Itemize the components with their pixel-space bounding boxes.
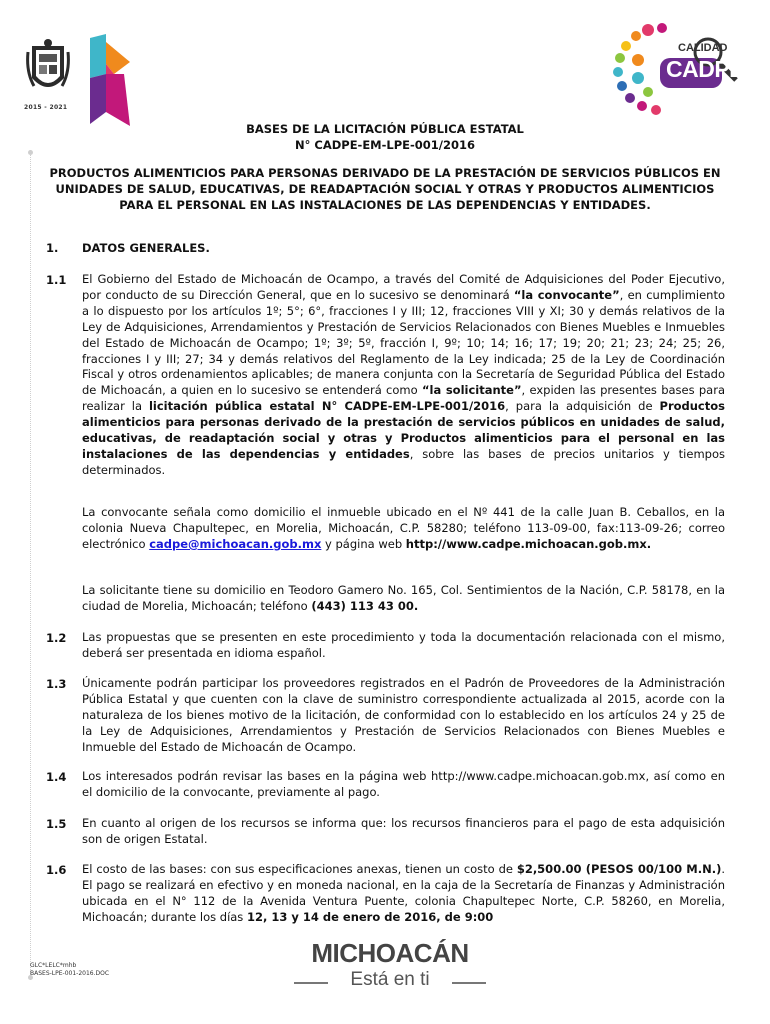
bold-run: “la solicitante” [421,383,522,398]
calidad-label: CALIDAD [678,42,728,54]
clause-1-4: Los interesados podrán revisar las bases en la página web http://www.cadpe.michoacan.gob.mx, así como en el domicilio de la convocante, previamente al pago. [82,769,725,799]
clause-1-3: Únicamente podrán participar los proveedores registrados en el Padrón de Proveedores de la Administración Pública Estatal y que cuenten con la clave de suministro correspondiente actualizada al 2015, acorde con la naturaleza de los bienes motivo de la licitación, de conformidad con lo establecido en los artículos 24 y 25 de la Ley de Adquisiciones, Arrendamientos y Prestación de Servicios Relacionados con Bienes Muebles e Inmueble del Estado de Michoacán de Ocampo. [82,676,725,754]
header-left-logos [24,34,134,129]
clause-number: 1.3 [46,677,67,691]
margin-guide-line [30,150,31,980]
footer-file-code [30,962,109,978]
state-years: 2015 - 2021 [24,104,68,111]
clause-number: 1.4 [46,770,67,784]
convocante-address-paragraph [82,505,725,553]
clause-number: 1.2 [46,631,67,645]
cadpe-label: CADPE [666,56,745,82]
bold-run: 12, 13 y 14 de enero de 2016, de 9:00 [246,909,494,924]
clause-number: 1.6 [46,863,67,877]
brand-slogan: Está en ti [350,969,430,990]
text-run: y página web [321,536,406,551]
text-run: La solicitante tiene su domicilio en Teodoro Gamero No. 165, Col. Sentimientos de la Nación, C.P. 58178, en la ciudad de Morelia, Michoacán; teléfono [82,583,725,613]
clause-1-1 [82,272,725,479]
text-run: . [646,536,652,551]
document-title [0,121,770,153]
michoacan-k-logo-icon [84,34,134,129]
bold-run: Productos alimenticios para personas derivado de la prestación de servicios públicos en unidades de salud, educativas, de readaptación social y otras y Productos alimenticios para el personal en las instalaciones de las dependencias y entidades [82,399,725,461]
clause-number: 1.5 [46,817,67,831]
solicitante-address-paragraph [82,583,725,615]
clause-1-2: Las propuestas que se presenten en este procedimiento y toda la documentación relacionada con el mismo, deberá ser presentada en idioma español. [82,630,725,660]
phone-number: (443) 113 43 00. [311,598,419,613]
state-seal-icon [26,38,70,100]
bold-run: licitación pública estatal N° CADPE-EM-LPE-001/2016 [148,399,506,414]
bold-run: $2,500.00 (PESOS 00/100 M.N.) [516,862,722,876]
text-run: La convocante señala como domicilio el inmueble ubicado en el Nº 441 de la calle Juan B. Ceballos, en la colonia Nueva Chapultepec, en Morelia, Michoacán, C.P. 58280; teléfono 113-09-00, fax:113-09-26; correo electrónico [82,505,725,551]
text-run: , para la adquisición de [505,399,660,414]
email-link[interactable]: cadpe@michoacan.gob.mx [149,536,322,551]
text-run: . El pago se realizará en efectivo y en moneda nacional, en la caja de la Secretaría de Finanzas y Administración ubicada en el N° 112 de la Avenida Ventura Puente, colonia Chapultepec Norte, C.P. 58260, en Morelia, Michoacán; durante los días [82,862,725,924]
bold-run: “la convocante” [513,287,620,302]
document-subtitle: PRODUCTOS ALIMENTICIOS PARA PERSONAS DERIVADO DE LA PRESTACIÓN DE SERVICIOS PÚBLICOS EN UNIDADES DE SALUD, EDUCATIVAS, DE READAPTACIÓN SOCIAL Y OTRAS Y PRODUCTOS ALIMENTICIOS PARA EL PERSONAL EN LAS INSTALACIONES DE LAS DEPENDENCIAS Y ENTIDADES. [49,166,721,212]
clause-1-6 [82,862,725,926]
text-run: El costo de las bases: con sus especificaciones anexas, tienen un costo de [82,862,517,876]
brand-name: MICHOACÁN [311,938,469,968]
title-line-1: BASES DE LA LICITACIÓN PÚBLICA ESTATAL [246,122,524,136]
clause-1-5: En cuanto al origen de los recursos se informa que: los recursos financieros para el pago de esta adquisición son de origen Estatal. [82,816,725,846]
clause-number: 1.1 [46,273,67,287]
text-run: , en cumplimiento a lo dispuesto por los artículos 1º; 5°; 6°, fracciones I y III; 12, fracciones VIII y XI; 30 y demás relativos de la Ley de Adquisiciones, Arrendamientos y Prestación de Servicios Relacionados con Bienes Muebles e Inmuebles del Estado de Michoacán de Ocampo; 1º; 3º; 5º, fracción I, 9º; 10; 14; 16; 17; 19; 20; 21; 23; 24; 25; 26, fracciones I y III; 27; 34 y demás relativos del Reglamento de la Ley indicada; 25 de la Ley de Coordinación Fiscal y otros ordenamientos aplicables; de manera conjunta con la Secretaría de Seguridad Pública del Estado de Michoacán, a quien en lo sucesivo se entenderá como [82,287,726,398]
calidad-cadpe-logo [608,20,748,120]
footer-initials: GLC*LELC*mhb [30,962,77,969]
title-line-2: N° CADPE-EM-LPE-001/2016 [295,138,475,152]
website-text: http://www.cadpe.michoacan.gob.mx [405,536,647,551]
footer-filename: BASES-LPE-001-2016.DOC [30,970,110,977]
section-title: DATOS GENERALES. [82,241,210,255]
text-run: , expiden las presentes bases para realizar la [82,383,726,414]
section-number: 1. [46,241,59,255]
text-run: , sobre las bases de precios unitarios y tiempos determinados. [82,446,725,477]
slogan-bar-right [452,982,486,984]
michoacan-footer-logo [290,938,490,998]
text-run: El Gobierno del Estado de Michoacán de Ocampo, a través del Comité de Adquisiciones del Poder Ejecutivo, por conducto de su Dirección General, que en lo sucesivo se denominará [82,272,725,302]
